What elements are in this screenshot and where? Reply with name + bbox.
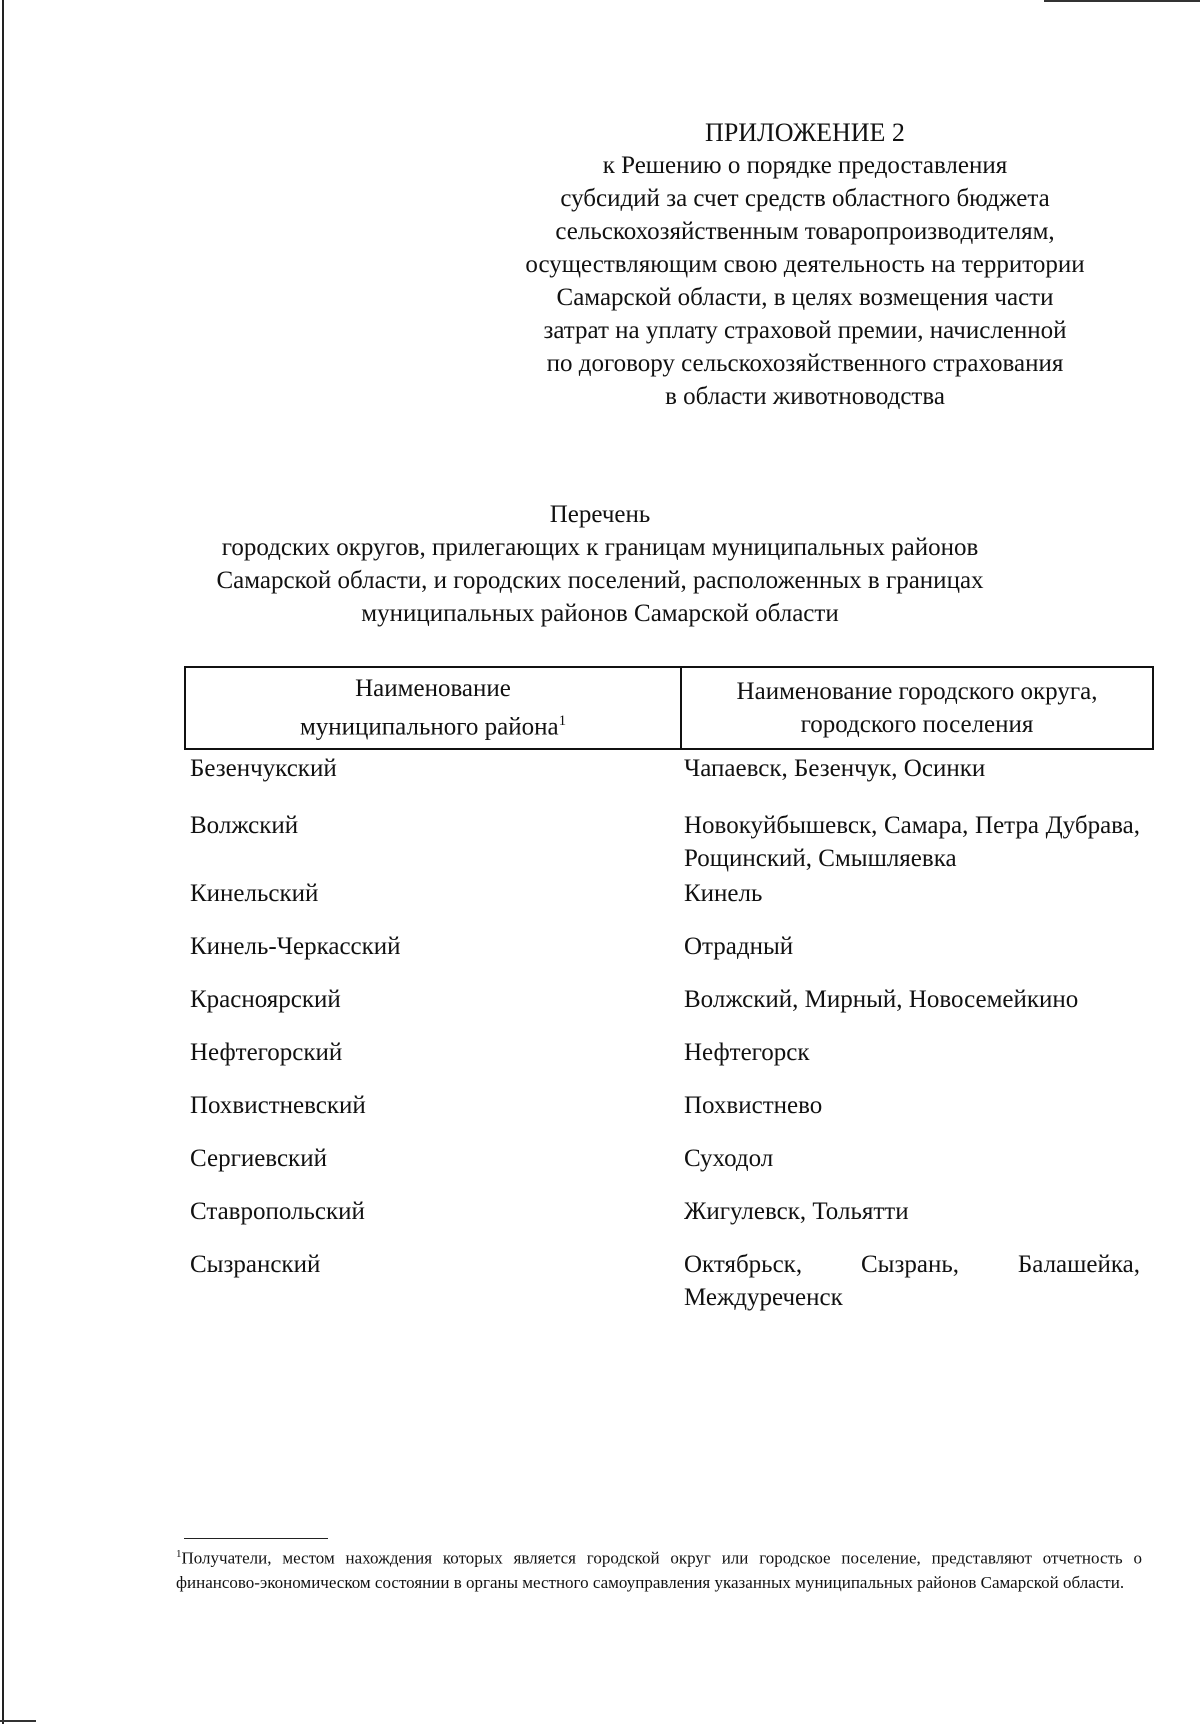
appendix-line: затрат на уплату страховой премии, начисленной [543,317,1067,344]
table-row [190,928,1150,981]
town-names: Новокуйбышевск, Самара, Петра Дубрава, Рощинский, Смышляевка [684,812,1140,872]
scan-bottom-rule [0,1720,36,1722]
district-name: Безенчукский [190,755,337,782]
town-names: Отрадный [684,933,794,960]
table-row [190,750,1150,803]
district-name: Ставропольский [190,1198,365,1225]
scan-edge-line [2,0,4,1724]
appendix-line: сельскохозяйственным товаропроизводителям, [555,218,1055,245]
scan-top-rule [1044,0,1200,2]
town-names: Кинель [684,880,763,907]
list-subtitle-line: муниципальных районов Самарской области [361,600,839,627]
district-name: Нефтегорский [190,1039,343,1066]
town-names: Похвистнево [684,1092,823,1119]
table-row [190,803,1150,875]
appendix-title: ПРИЛОЖЕНИЕ 2 [705,118,905,147]
list-heading [150,498,1050,630]
header-district: Наименование муниципального района$^1$ [186,668,682,748]
table-row [190,1246,1150,1314]
town-names: Волжский, Мирный, Новосемейкино [684,986,1079,1013]
table-row [190,1087,1150,1140]
footnote-text: Получатели, местом нахождения которых является городской округ или городское поселение, представляют отчетность о финансово-экономическом состоянии в органы местного самоуправления указанных муниципальных районов Самарской области. [176,1548,1142,1592]
district-name: Кинельский [190,880,319,907]
town-names: Октябрьск, Сызрань, Балашейка, Междуреченск [684,1251,1140,1311]
table-row [190,981,1150,1034]
town-names: Суходол [684,1145,774,1172]
town-names: Нефтегорск [684,1039,810,1066]
district-name: Волжский [190,812,299,839]
table-row [190,1193,1150,1246]
footnote-separator [184,1538,328,1539]
footnote [176,1542,1142,1595]
appendix-line: к Решению о порядке предоставления [602,152,1008,179]
district-name: Похвистневский [190,1092,366,1119]
list-subtitle-line: городских округов, прилегающих к границам муниципальных районов [221,534,979,561]
town-names: Чапаевск, Безенчук, Осинки [684,755,986,782]
district-name: Красноярский [190,986,341,1013]
town-names: Жигулевск, Тольятти [684,1198,909,1225]
table-row [190,1034,1150,1087]
list-title: Перечень [549,501,651,528]
table-body [190,750,1150,1314]
appendix-block [480,116,1130,413]
appendix-line: субсидий за счет средств областного бюджета [560,185,1050,212]
district-name: Сергиевский [190,1145,327,1172]
table-row [190,1140,1150,1193]
appendix-line: Самарской области, в целях возмещения части [556,284,1054,311]
list-subtitle-line: Самарской области, и городских поселений, расположенных в границах [216,567,984,594]
table-row [190,875,1150,928]
appendix-line: по договору сельскохозяйственного страхования [546,350,1064,377]
footnote-marker: 1 [176,1548,182,1560]
table-header [184,666,1154,750]
appendix-line: осуществляющим свою деятельность на территории [525,251,1085,278]
appendix-line: в области животноводства [665,383,945,410]
header-towns: Наименование городского округа, городского поселения [736,678,1098,738]
footnote-ref: 1 [558,713,567,730]
district-name: Кинель-Черкасский [190,933,401,960]
district-name: Сызранский [190,1251,321,1278]
